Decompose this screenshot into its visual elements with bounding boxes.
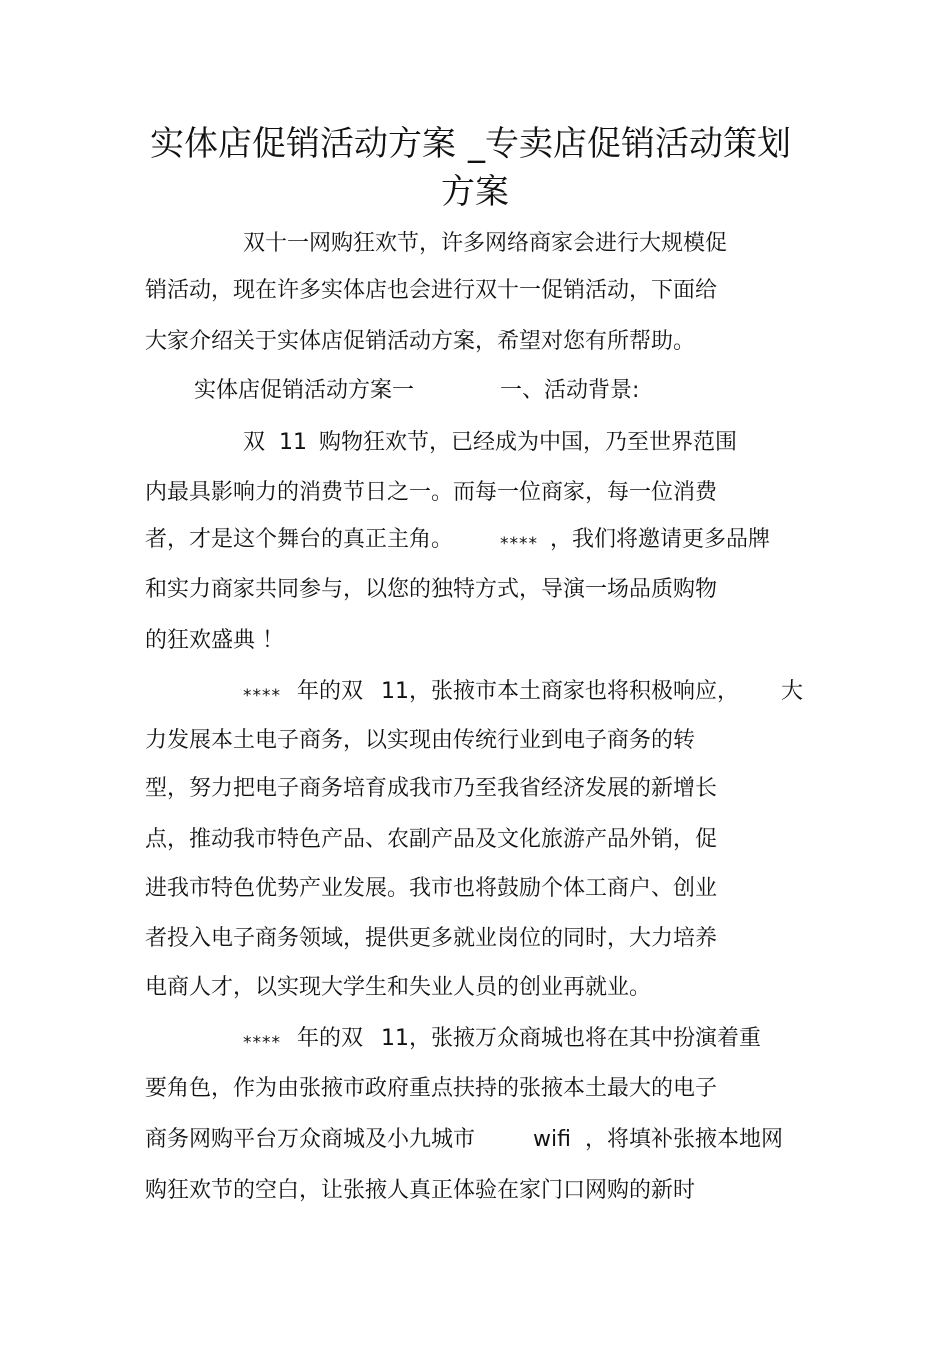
p3-l1-c: 11，张掖万众商城也将在其中扮演着重	[381, 1026, 761, 1051]
title-part-3: 方案	[441, 172, 509, 212]
p3-l1-b: 年的双	[297, 1026, 364, 1051]
p1-line-4: 和实力商家共同参与，以您的独特方式，导演一场品质购物	[145, 577, 718, 602]
p2-line-7: 电商人才，以实现大学生和失业人员的创业再就业。	[145, 975, 652, 1000]
p2-l1-d: 大	[781, 679, 804, 704]
title-part-2: _专卖店促销活动策划	[468, 124, 791, 164]
p3-line-2: 要角色，作为由张掖市政府重点扶持的张掖本土最大的电子	[145, 1076, 718, 1101]
title-line-2	[441, 172, 509, 212]
p3-line-4: 购狂欢节的空白，让张掖人真正体验在家门口网购的新时	[145, 1178, 696, 1203]
p1-l1-c: 购物狂欢节，已经成为中国，乃至世界范围	[319, 430, 738, 455]
p2-line-2: 力发展本土电子商务，以实现由传统行业到电子商务的转	[145, 728, 696, 753]
p2-line-6: 者投入电子商务领域，提供更多就业岗位的同时，大力培养	[145, 926, 718, 951]
section-heading: 一、活动背景:	[500, 378, 640, 403]
intro-line-3: 大家介绍关于实体店促销活动方案，希望对您有所帮助。	[145, 329, 696, 354]
p3-l3-b: wifi	[533, 1127, 571, 1152]
p1-l3-b: ****	[500, 534, 538, 554]
p2-line-4: 点，推动我市特色产品、农副产品及文化旅游产品外销，促	[145, 827, 718, 852]
p2-line-5: 进我市特色优势产业发展。我市也将鼓励个体工商户、创业	[145, 876, 718, 901]
p2-line-3: 型，努力把电子商务培育成我市乃至我省经济发展的新增长	[145, 776, 718, 801]
p1-line-2: 内最具影响力的消费节日之一。而每一位商家，每一位消费	[145, 480, 718, 505]
p3-l1-a: ****	[243, 1033, 281, 1053]
section-label: 实体店促销活动方案一	[194, 378, 415, 403]
p1-l3-c: ，我们将邀请更多品牌	[550, 527, 771, 552]
title-part-1: 实体店促销活动方案	[150, 124, 456, 164]
p1-l3-a: 者，才是这个舞台的真正主角。	[145, 527, 454, 552]
intro-line-2: 销活动，现在许多实体店也会进行双十一促销活动，下面给	[145, 278, 718, 303]
intro-line-1: 双十一网购狂欢节，许多网络商家会进行大规模促	[243, 231, 728, 256]
p1-line-5: 的狂欢盛典 ！	[145, 628, 284, 653]
p2-l1-b: 年的双	[297, 679, 364, 704]
p3-l3-a: 商务网购平台万众商城及小九城市	[145, 1127, 476, 1152]
p1-l1-b: 11	[279, 430, 307, 455]
p1-l1-a: 双	[243, 430, 266, 455]
p2-l1-c: 11，张掖市本土商家也将积极响应，	[381, 679, 739, 704]
p2-l1-a: ****	[243, 686, 281, 706]
p3-l3-c: ，将填补张掖本地网	[585, 1127, 784, 1152]
